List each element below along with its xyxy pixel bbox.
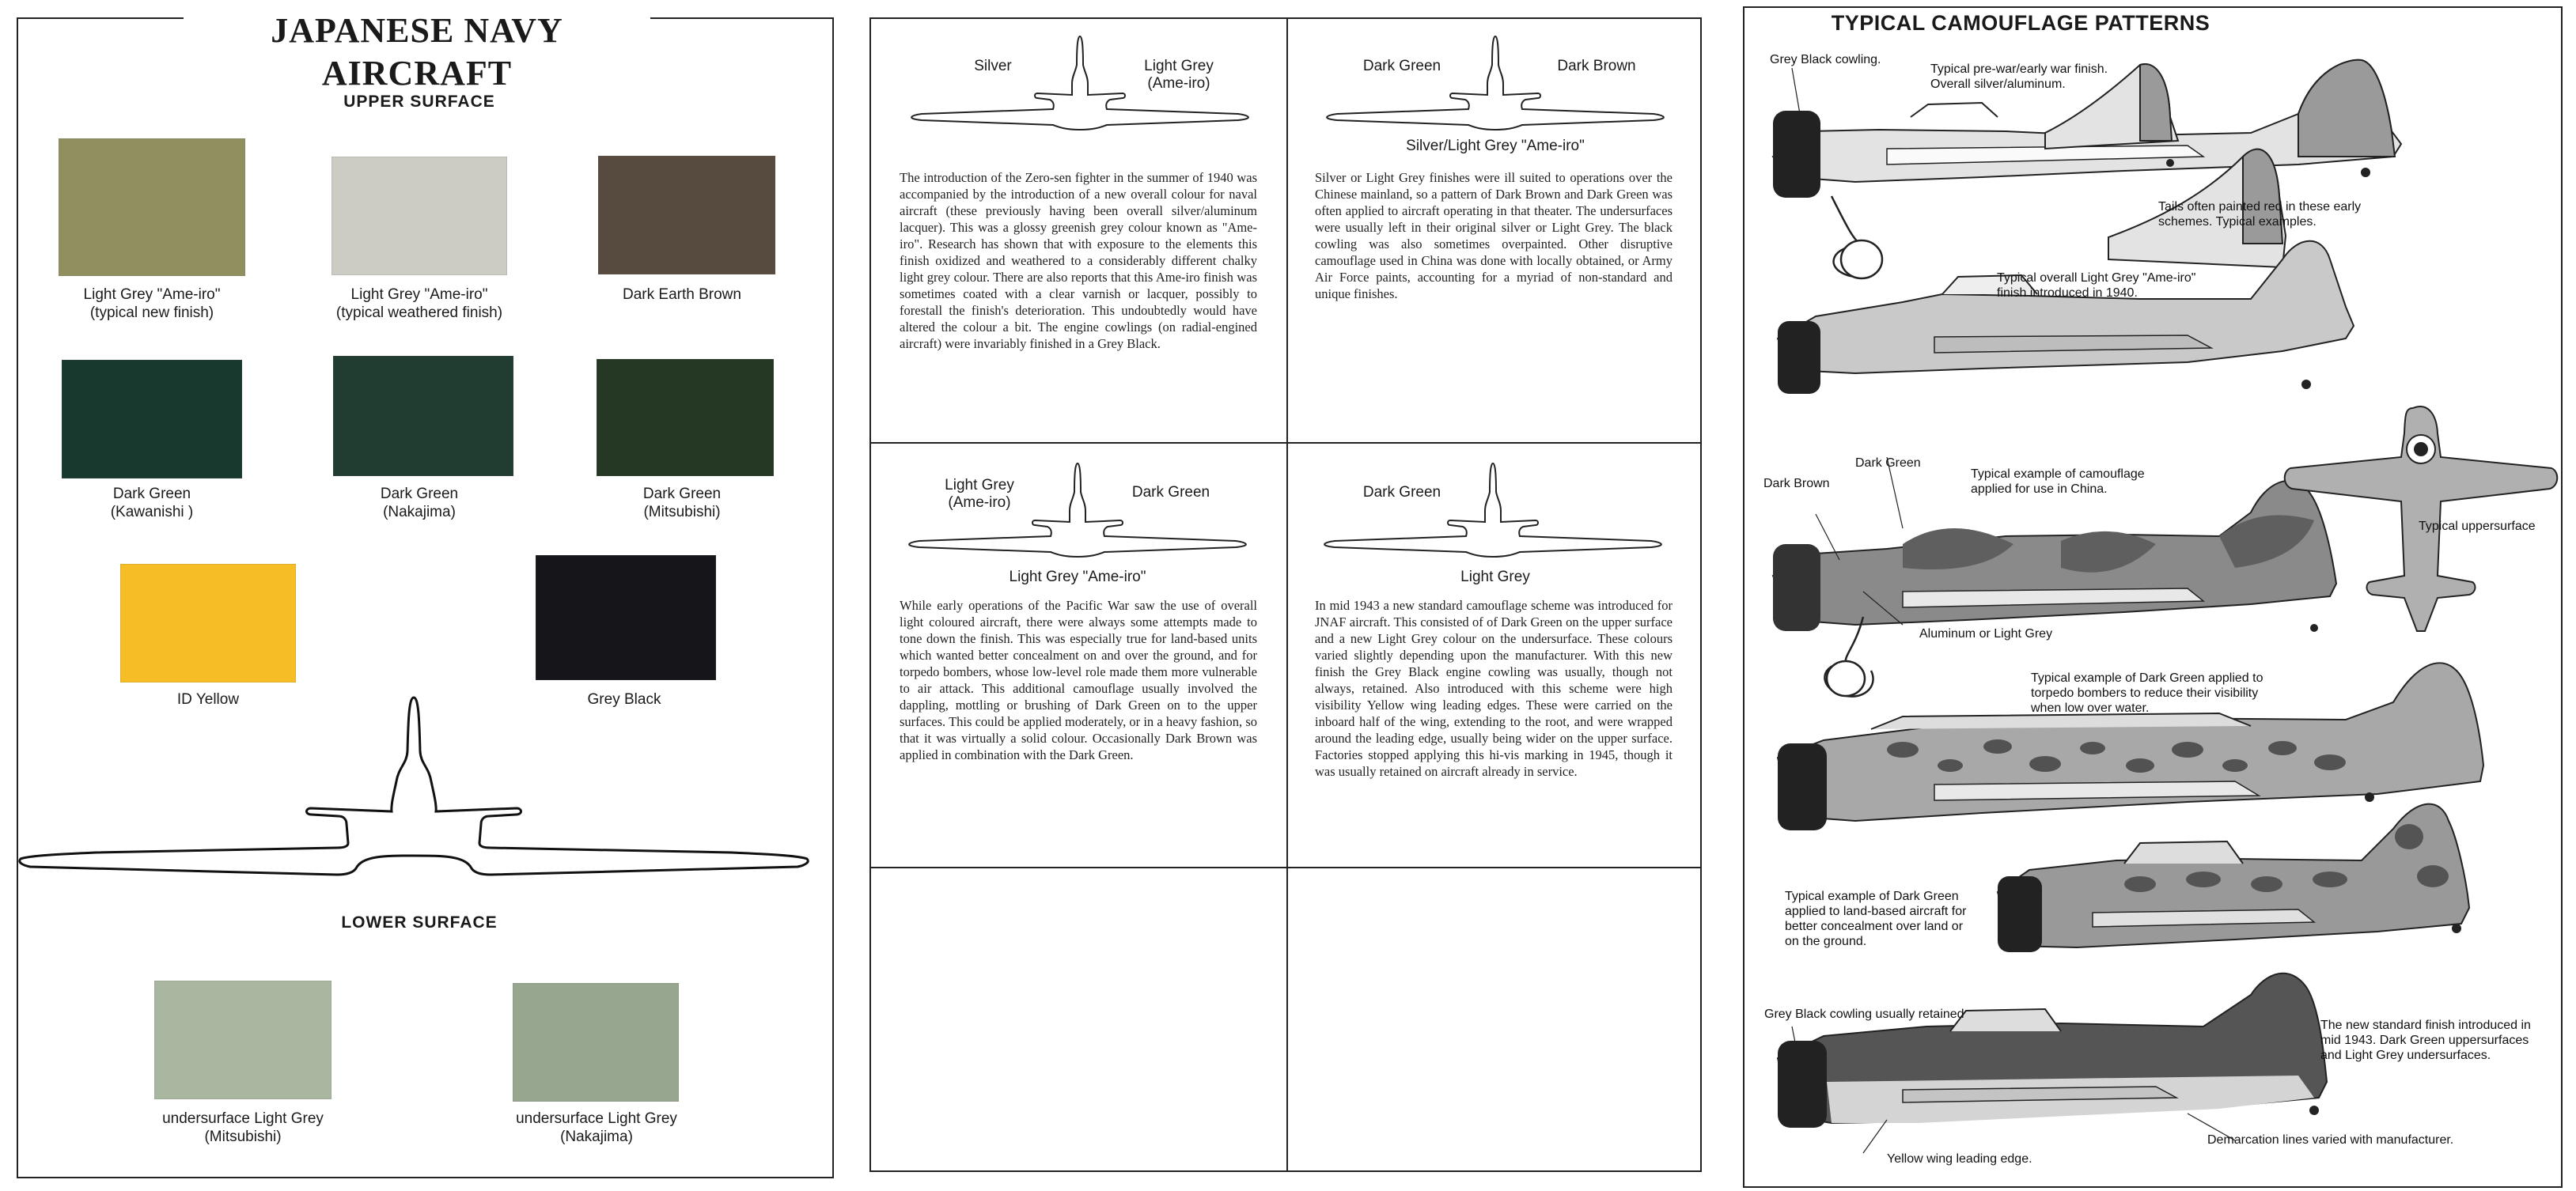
label-light-grey-bottom: Light Grey "Ame-iro": [1009, 569, 1146, 585]
annotation: Dark Brown: [1763, 477, 1830, 490]
swatch-dark-green-kawanishi: [62, 360, 242, 478]
annotation: Aluminum or Light Grey: [1919, 627, 2053, 641]
label-dark-green: Dark Green: [1131, 484, 1210, 501]
label-silver: Silver: [974, 58, 1012, 74]
annotation: Typical uppersurface: [2419, 520, 2536, 533]
label-dark-green: Dark Green: [1362, 58, 1441, 74]
lower-surface-heading: LOWER SURFACE: [341, 913, 498, 932]
swatch-caption: Dark Earth Brown: [623, 286, 741, 303]
grid-line-h: [869, 867, 1702, 868]
annotation: Typical pre-war/early war finish. Overall silver/aluminum.: [1930, 62, 2108, 91]
aircraft-1943-standard-icon: [1778, 974, 2327, 1128]
swatch-dark-earth-brown: [598, 156, 775, 274]
label-light-grey: Light Grey (Ame-iro): [1144, 58, 1214, 92]
swatch-light-grey-new: [59, 138, 245, 276]
label-dark-green: Dark Green: [1362, 484, 1441, 501]
swatch-undersurface-mitsubishi: [154, 981, 331, 1099]
swatch-id-yellow: [120, 564, 296, 682]
swatch-grey-black: [536, 555, 716, 680]
upper-surface-heading: UPPER SURFACE: [343, 93, 495, 111]
camouflage-title: TYPICAL CAMOUFLAGE PATTERNS: [1831, 11, 2210, 35]
swatch-dark-green-nakajima: [333, 356, 513, 476]
paragraph-1943-scheme: In mid 1943 a new standard camouflage scheme was introduced for JNAF aircraft. This consisted of of Dark Green on the upper surface and a new Light Grey colour on the undersurface. These colours varied slightly depending upon the manufacturer. With this new finish the Grey Black engine cowling was usually, though not always, retained. Also introduced with this scheme were high visibility Yellow wing leading edges. These were carried on the inboard half of the wing, extending to the root, and were wrapped around the leading edge, usually being wider on the upper surface. Factories stopped applying this hi-vis marking in 1945, though it was usually retained on aircraft already in service.: [1315, 598, 1673, 779]
swatch-undersurface-nakajima: [513, 983, 679, 1102]
paragraph-zero-sen: The introduction of the Zero-sen fighter in the summer of 1940 was accompanied by the introduction of a new overall colour for naval aircraft (these previously having been overall silver/aluminum lacquer). This was a glossy greenish grey colour known as "Ame-iro". Research has shown that with exposure to the elements this finish oxidized and weathered to a considerably different chalky light grey colour. There are also reports that this Ame-iro finish was sometimes coated with a clear varnish or lacquer, possibly to forestall the finish's deterioration. This undoubtedly would have altered the colour a bit. The engine cowlings (on radial-engined aircraft) were invariably finished in a Grey Black.: [900, 170, 1257, 351]
annotation: Typical example of Dark Green applied to land-based aircraft for better concealment over land or on the ground.: [1785, 890, 1967, 948]
plane-outline-icon: [1313, 32, 1677, 134]
label-light-grey-ame-iro: Light Grey (Ame-iro): [945, 477, 1014, 511]
swatch-caption: Dark Green (Mitsubishi): [642, 486, 722, 520]
grid-line-v: [1286, 17, 1288, 1172]
swatch-caption: undersurface Light Grey (Mitsubishi): [162, 1110, 324, 1145]
aircraft-china-camouflage-icon: [1773, 481, 2336, 697]
annotation: The new standard finish introduced in mid 1943. Dark Green uppersurfaces and Light Grey undersurfaces.: [2320, 1019, 2531, 1062]
aircraft-land-based-icon: [1998, 804, 2469, 952]
paragraph-pacific-war: While early operations of the Pacific War saw the use of overall light coloured aircraft, there were always some attempts made to tone down the finish. This was especially true for land-based units which wanted better concealment on and over the ground, and for torpedo bombers, whose low-level role made them more vulnerable to air attack. This additional camouflage usually involved the dappling, mottling or brushing of Dark Green on to the upper surfaces. This could be applied moderately, or in a heavy fashion, so that it was virtually a solid colour. Occasionally Dark Brown was applied in combination with the Dark Green.: [900, 598, 1257, 762]
annotation: Typical example of camouflage applied for use in China.: [1971, 467, 2145, 496]
swatch-light-grey-weathered: [331, 157, 507, 275]
swatch-caption: undersurface Light Grey (Nakajima): [516, 1110, 677, 1145]
annotation: Grey Black cowling.: [1770, 53, 1881, 66]
grid-line-h: [869, 442, 1702, 444]
annotation: Tails often painted red in these early schemes. Typical examples.: [2158, 200, 2362, 229]
label-dark-brown: Dark Brown: [1557, 58, 1636, 74]
plane-outline-icon: [1311, 459, 1675, 561]
annotation: Typical overall Light Grey "Ame-iro" finish introduced in 1940.: [1997, 271, 2196, 300]
swatch-caption: Dark Green (Nakajima): [380, 486, 459, 520]
swatch-caption: Light Grey "Ame-iro" (typical weathered finish): [335, 286, 503, 321]
annotation: Yellow wing leading edge.: [1887, 1152, 2032, 1166]
swatch-caption: Grey Black: [587, 691, 661, 708]
annotation: Typical example of Dark Green applied to torpedo bombers to reduce their visibility when low over water.: [2031, 671, 2263, 715]
swatch-caption: ID Yellow: [176, 691, 240, 708]
annotation: Grey Black cowling usually retained: [1764, 1008, 1964, 1021]
label-light-grey-bottom: Light Grey: [1460, 569, 1530, 585]
page-title: JAPANESE NAVY AIRCRAFT: [184, 9, 650, 95]
plane-outline-icon: [16, 688, 823, 886]
annotation: Demarcation lines varied with manufacturer.: [2207, 1133, 2454, 1147]
swatch-dark-green-mitsubishi: [597, 359, 774, 476]
swatch-caption: Light Grey "Ame-iro" (typical new finish): [83, 286, 221, 321]
paragraph-china: Silver or Light Grey finishes were ill suited to operations over the Chinese mainland, so a pattern of Dark Brown and Dark Green was often applied to aircraft operating in that theater. The undersurfaces were usually left in their original silver or Light Grey. The black cowling was also sometimes overpainted. Other disruptive camouflage used in China was done with locally obtained, or Army Air Force paints, accounting for a myriad of non-standard and unique finishes.: [1315, 170, 1673, 301]
annotation: Dark Green: [1855, 456, 1921, 470]
swatch-caption: Dark Green (Kawanishi ): [110, 486, 194, 520]
label-silver-light-grey: Silver/Light Grey "Ame-iro": [1406, 138, 1585, 154]
